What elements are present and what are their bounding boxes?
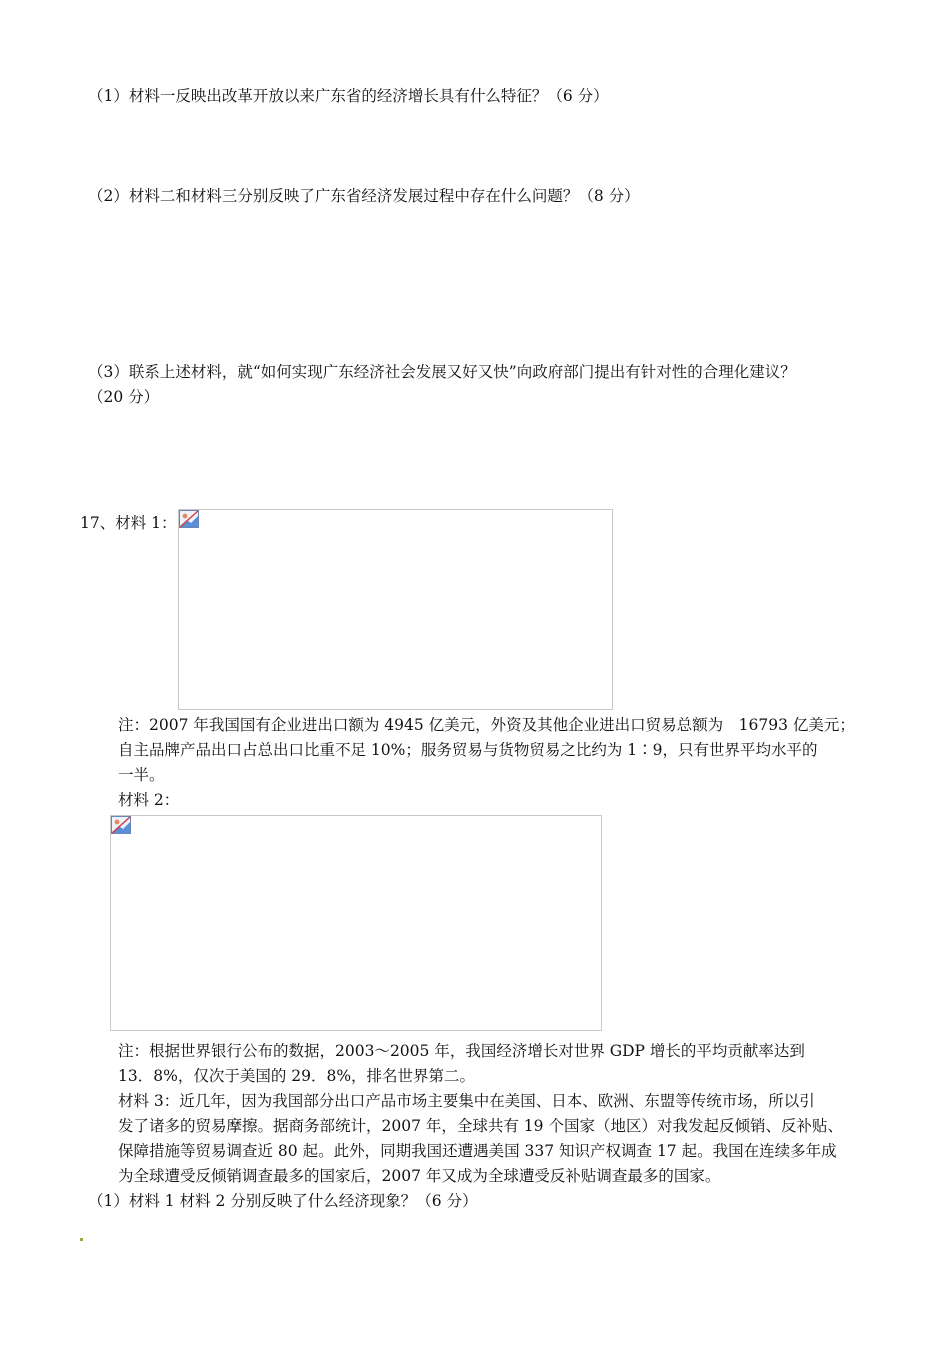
material-3-line-1: 材料 3：近几年，因为我国部分出口产品市场主要集中在美国、日本、欧洲、东盟等传统市场，所以引 bbox=[118, 1092, 815, 1110]
material-3-line-3: 保障措施等贸易调查近 80 起。此外，同期我国还遭遇美国 337 知识产权调查 17 起。我国在连续多年成 bbox=[118, 1142, 837, 1160]
question-2: （2）材料二和材料三分别反映了广东省经济发展过程中存在什么问题？（8 分） bbox=[88, 187, 640, 205]
sub-question-1: （1）材料 1 材料 2 分别反映了什么经济现象？（6 分） bbox=[88, 1192, 478, 1210]
question-17-label: 17、材料 1： bbox=[80, 514, 177, 532]
material-3-line-4: 为全球遭受反倾销调查最多的国家后，2007 年又成为全球遭受反补贴调查最多的国家。 bbox=[118, 1167, 721, 1185]
broken-image-icon bbox=[111, 816, 131, 834]
note-2-line-2: 13．8%，仅次于美国的 29．8%，排名世界第二。 bbox=[118, 1067, 476, 1085]
stray-mark bbox=[80, 1238, 83, 1241]
material-3-line-2: 发了诸多的贸易摩擦。据商务部统计，2007 年，全球共有 19 个国家（地区）对我发起反倾销、反补贴、 bbox=[118, 1117, 843, 1135]
question-1: （1）材料一反映出改革开放以来广东省的经济增长具有什么特征？（6 分） bbox=[88, 87, 609, 105]
note-1-line-3: 一半。 bbox=[118, 766, 165, 784]
note-2-line-1: 注：根据世界银行公布的数据，2003～2005 年，我国经济增长对世界 GDP 增长的平均贡献率达到 bbox=[118, 1042, 805, 1060]
note-1-line-2: 自主品牌产品出口占总出口比重不足 10%；服务贸易与货物贸易之比约为 1∶9，只有世界平均水平的 bbox=[118, 741, 818, 759]
material-2-label: 材料 2： bbox=[118, 791, 180, 809]
material-2-image-placeholder bbox=[110, 815, 602, 1031]
material-1-image-placeholder bbox=[178, 509, 613, 710]
broken-image-icon bbox=[179, 510, 199, 528]
note-1-line-1: 注：2007 年我国国有企业进出口额为 4945 亿美元，外资及其他企业进出口贸易总额为 16793 亿美元； bbox=[118, 716, 855, 734]
question-3-line-2: （20 分） bbox=[88, 388, 160, 406]
question-3-line-1: （3）联系上述材料，就“如何实现广东经济社会发展又好又快”向政府部门提出有针对性的合理化建议？ bbox=[88, 363, 796, 381]
